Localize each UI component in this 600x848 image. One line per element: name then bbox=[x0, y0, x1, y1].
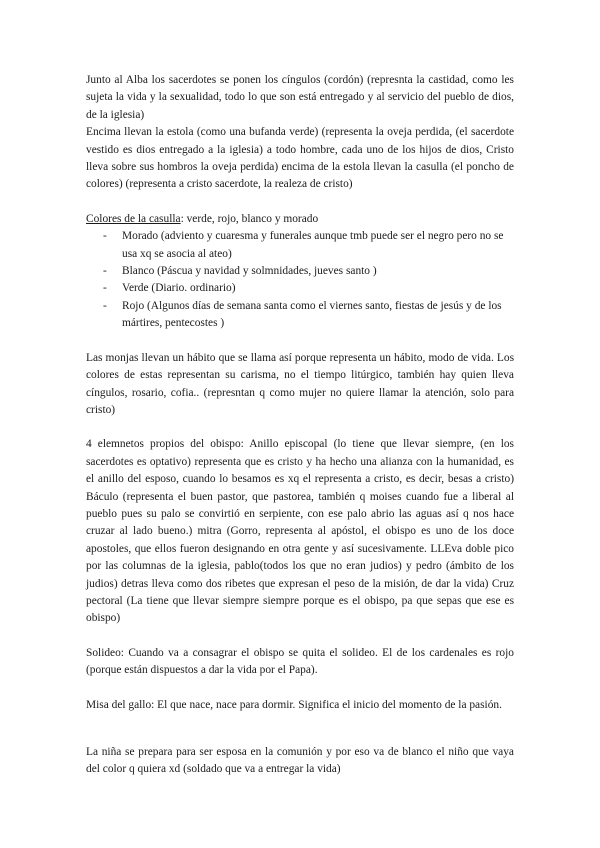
list-dash: - bbox=[103, 282, 107, 295]
spacer bbox=[86, 714, 514, 744]
list-item-text: Blanco (Páscua y navidad y solmnidades, jueves santo ) bbox=[122, 265, 377, 278]
list-item bbox=[86, 298, 514, 333]
paragraph-cingulos: Junto al Alba los sacerdotes se ponen los cíngulos (cordón) (represnta la castidad, como les sujeta la vida y la sexualidad, todo lo que son está entregado y al servicio del pueblo de dios, de la iglesia) bbox=[86, 74, 514, 121]
spacer bbox=[86, 680, 514, 697]
list-item bbox=[86, 228, 514, 263]
spacer bbox=[86, 194, 514, 211]
spacer bbox=[86, 628, 514, 645]
list-item bbox=[86, 280, 514, 297]
list-dash: - bbox=[103, 230, 107, 243]
paragraph-obispo: 4 elemnetos propios del obispo: Anillo episcopal (lo tiene que llevar siempre, (en los sacerdotes es optativo) representa que es cristo y ha hecho una alianza con la humanidad, es el anillo del esposo, cuando lo besamos es xq el representa a cristo, es decir, besas a cristo) Báculo (representa el buen pastor, que pastorea, también q moises cuando fue a liberal al pueblo pues su palo se convirtió en serpiente, con ese palo abrio las aguas así q nos hace cruzar al lado bueno.) mitra (Gorro, representa al apóstol, el obispo es uno de los doce apostoles, que ellos fueron designando en otra gente y así sucesivamente. LLEva doble pico por las columnas de la iglesia, pablo(todos los que no eran judios) y pedro (ámbito de los judios) detras lleva como dos ribetes que expresan el peso de la misión, de dar la vida) Cruz pectoral (La tiene que llevar siempre siempre porque es el obispo, pa que sepas que ese es obispo) bbox=[86, 438, 514, 625]
spacer bbox=[86, 419, 514, 436]
spacer bbox=[86, 333, 514, 350]
paragraph-nina: La niña se prepara para ser esposa en la comunión y por eso va de blanco el niño que vaya del color q quiera xd (soldado que va a entregar la vida) bbox=[86, 746, 514, 776]
paragraph-solideo: Solideo: Cuando va a consagrar el obispo se quita el solideo. El de los cardenales es rojo (porque están dispuestos a dar la vida por el Papa). bbox=[86, 646, 514, 677]
colors-list bbox=[86, 228, 514, 332]
list-dash: - bbox=[103, 299, 107, 312]
colors-heading-line bbox=[86, 211, 514, 228]
list-item-text: Morado (adviento y cuaresma y funerales aunque tmb puede ser el negro pero no se usa xq se asocia al ateo) bbox=[122, 230, 504, 260]
paragraph-monjas: Las monjas llevan un hábito que se llama así porque representa un hábito, modo de vida. Los colores de estas representan su carisma, no el tiempo litúrgico, también hay quien lleva cíngulos, rosario, cofia.. (represntan q como mujer no quiere llamar la atención, solo para cristo) bbox=[86, 351, 514, 416]
list-item-text: Rojo (Algunos días de semana santa como el viernes santo, fiestas de jesús y de los mártires, pentecostes ) bbox=[122, 299, 502, 330]
list-dash: - bbox=[103, 265, 107, 278]
paragraph-estola: Encima llevan la estola (como una bufanda verde) (representa la oveja perdida, (el sacerdote vestido es dios entregado a la iglesia) a todo hombre, cada uno de los hijos de dios, Cristo lleva sobre sus hombros la oveja perdida) encima de la estola llevan la casulla (el poncho de colores) (representa a cristo sacerdote, la realeza de cristo) bbox=[86, 126, 514, 191]
paragraph-misa-del-gallo: Misa del gallo: El que nace, nace para dormir. Significa el inicio del momento de la pasión. bbox=[86, 698, 502, 711]
list-item-text: Verde (Diario. ordinario) bbox=[122, 282, 236, 295]
colors-summary: : verde, rojo, blanco y morado bbox=[180, 212, 319, 225]
list-item bbox=[86, 263, 514, 280]
colors-heading: Colores de la casulla bbox=[86, 212, 181, 225]
